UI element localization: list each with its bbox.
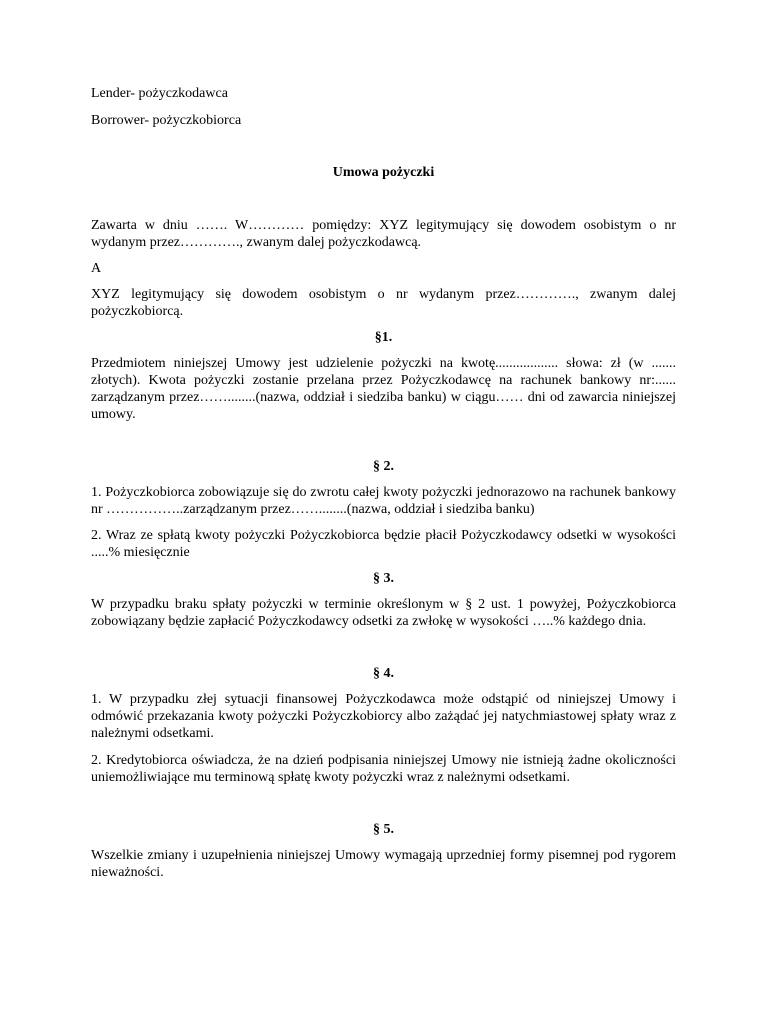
- section-3-heading: § 3.: [373, 571, 394, 586]
- document-page: [91, 0, 676, 1024]
- party2-paragraph: XYZ legitymujący się dowodem osobistym o nr wydanym przez…………., zwanym dalej pożyczkobiorcą.: [91, 287, 676, 319]
- intro-paragraph: Zawarta w dniu ……. W………… pomiędzy: XYZ legitymujący się dowodem osobistym o nr wydanym przez…………., zwanym dalej pożyczkodawcą.: [91, 218, 676, 250]
- section-1-heading: §1.: [374, 330, 393, 345]
- section-2-paragraph-1: 1. Pożyczkobiorca zobowiązuje się do zwrotu całej kwoty pożyczki jednorazowo na rachunek bankowy nr ……………..zarządzanym przez……........(nazwa, oddział i siedziba banku): [91, 485, 676, 517]
- section-1-paragraph: Przedmiotem niniejszej Umowy jest udzielenie pożyczki na kwotę.................. słowa: zł (w ....... złotych). Kwota pożyczki zostanie przelana przez Pożyczkodawcę na rachunek bankowy nr:...... zarządzanym przez……........(nazwa, oddział i siedziba banku) w ciągu…… dni od zawarcia niniejszej umowy.: [91, 356, 676, 422]
- section-4-heading: § 4.: [373, 666, 394, 681]
- borrower-line: Borrower- pożyczkobiorca: [91, 113, 242, 128]
- section-4-paragraph-1: 1. W przypadku złej sytuacji finansowej Pożyczkodawca może odstąpić od niniejszej Umowy i odmówić przekazania kwoty pożyczki Pożyczkobiorcy albo zażądać jej natychmiastowej spłaty wraz z należnymi odsetkami.: [91, 692, 676, 741]
- conjunction-text: A: [91, 261, 102, 276]
- document-title: Umowa pożyczki: [332, 165, 435, 180]
- lender-line: Lender- pożyczkodawca: [91, 86, 228, 101]
- section-3-paragraph: W przypadku braku spłaty pożyczki w terminie określonym w § 2 ust. 1 powyżej, Pożyczkobiorca zobowiązany będzie zapłacić Pożyczkodawcy odsetki za zwłokę w wysokości …..% każdego dnia.: [91, 597, 676, 629]
- section-2-paragraph-2: 2. Wraz ze spłatą kwoty pożyczki Pożyczkobiorca będzie płacił Pożyczkodawcy odsetki w wysokości .....% miesięcznie: [91, 528, 676, 560]
- section-4-paragraph-2: 2. Kredytobiorca oświadcza, że na dzień podpisania niniejszej Umowy nie istnieją żadne okoliczności uniemożliwiające mu terminową spłatę kwoty pożyczki wraz z należnymi odsetkami.: [91, 753, 676, 785]
- section-5-heading: § 5.: [373, 822, 394, 837]
- section-5-paragraph: Wszelkie zmiany i uzupełnienia niniejszej Umowy wymagają uprzedniej formy pisemnej pod rygorem nieważności.: [91, 848, 676, 880]
- section-2-heading: § 2.: [373, 459, 394, 474]
